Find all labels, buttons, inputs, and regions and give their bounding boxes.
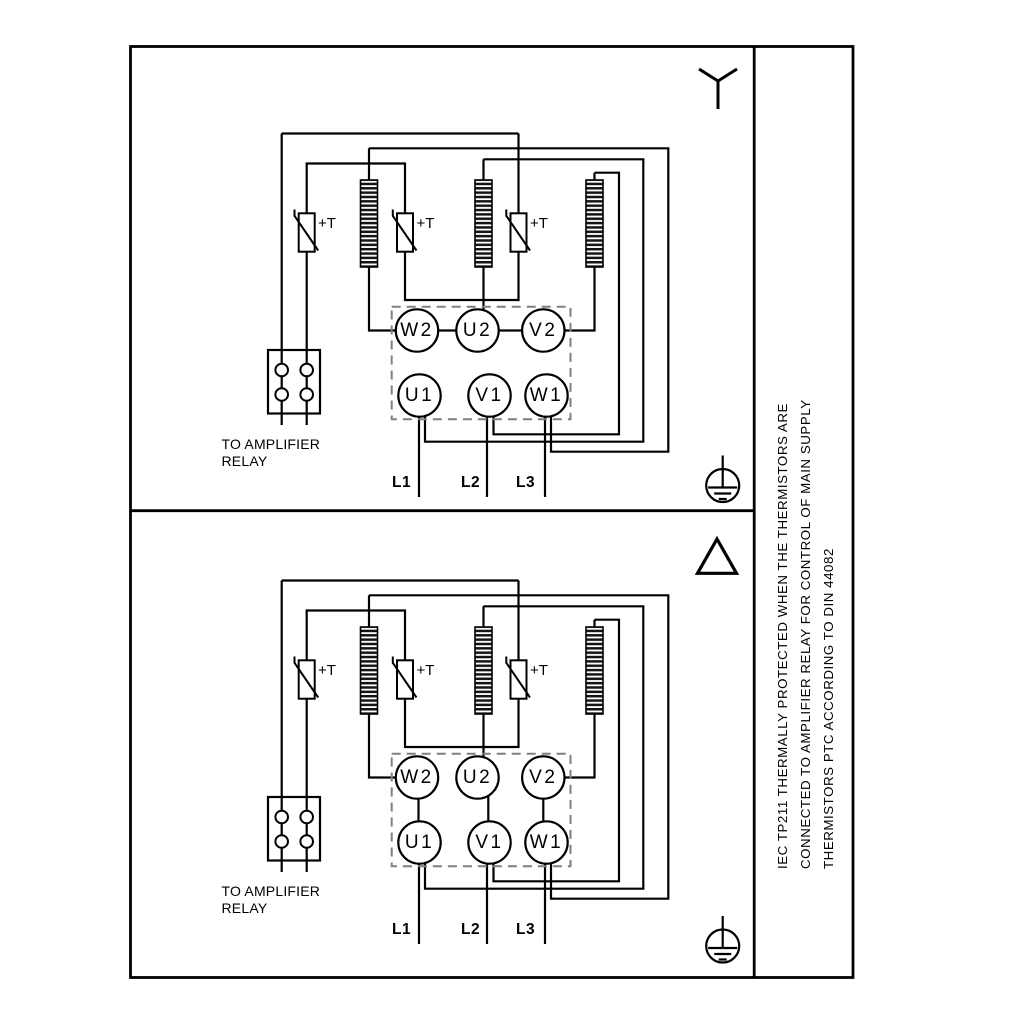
relay-caption-line1-star: TO AMPLIFIER: [221, 436, 321, 452]
wye-symbol: [699, 69, 737, 109]
terminal-label-u1-star: U1: [404, 385, 435, 406]
thermistor-label-2-star: +T: [416, 215, 435, 232]
supply-label-l3-star: L3: [516, 474, 536, 491]
relay-caption-line2-delta: RELAY: [221, 899, 268, 916]
terminal-label-u1-delta: U1: [404, 832, 435, 853]
relay-caption-line2-star: RELAY: [221, 452, 268, 469]
thermistor-label-3-star: +T: [530, 215, 548, 232]
terminal-label-v2-delta: V2: [529, 767, 558, 788]
terminal-label-v1-delta: V1: [475, 832, 504, 853]
thermistor-label-1-star: +T: [318, 215, 336, 232]
terminal-label-w2-star: W2: [400, 320, 434, 341]
terminal-label-w1-star: W1: [529, 385, 564, 406]
relay-caption-line1-delta: TO AMPLIFIER: [221, 883, 321, 899]
earth-ground-icon-star: [706, 456, 739, 503]
side-note-line-1: IEC TP211 THERMALLY PROTECTED WHEN THE THERMISTORS ARE: [775, 403, 790, 869]
terminal-label-v2-star: V2: [529, 320, 558, 341]
supply-label-l1-star: L1: [392, 474, 412, 491]
terminal-label-w2-delta: W2: [400, 767, 434, 788]
terminal-label-w1-delta: W1: [529, 832, 564, 853]
supply-label-l3-delta: L3: [516, 921, 536, 938]
supply-label-l1-delta: L1: [392, 921, 412, 938]
delta-panel-circuit: [268, 539, 739, 963]
star-panel-circuit: [268, 69, 739, 502]
side-note-line-2: CONNECTED TO AMPLIFIER RELAY FOR CONTROL OF MAIN SUPPLY: [798, 399, 814, 869]
earth-ground-icon-delta: [706, 916, 739, 963]
supply-label-l2-delta: L2: [461, 921, 481, 938]
thermistor-label-3-delta: +T: [530, 662, 548, 679]
terminal-label-u2-delta: U2: [462, 767, 493, 788]
terminal-label-u2-star: U2: [462, 320, 493, 341]
supply-label-l2-star: L2: [461, 474, 481, 491]
thermistor-label-1-delta: +T: [318, 662, 336, 679]
side-note-line-3: THERMISTORS PTC ACCORDING TO DIN 44082: [821, 548, 837, 869]
side-note: [771, 399, 841, 869]
terminal-label-v1-star: V1: [475, 385, 504, 406]
delta-symbol: [698, 539, 737, 573]
thermistor-label-2-delta: +T: [416, 662, 435, 679]
